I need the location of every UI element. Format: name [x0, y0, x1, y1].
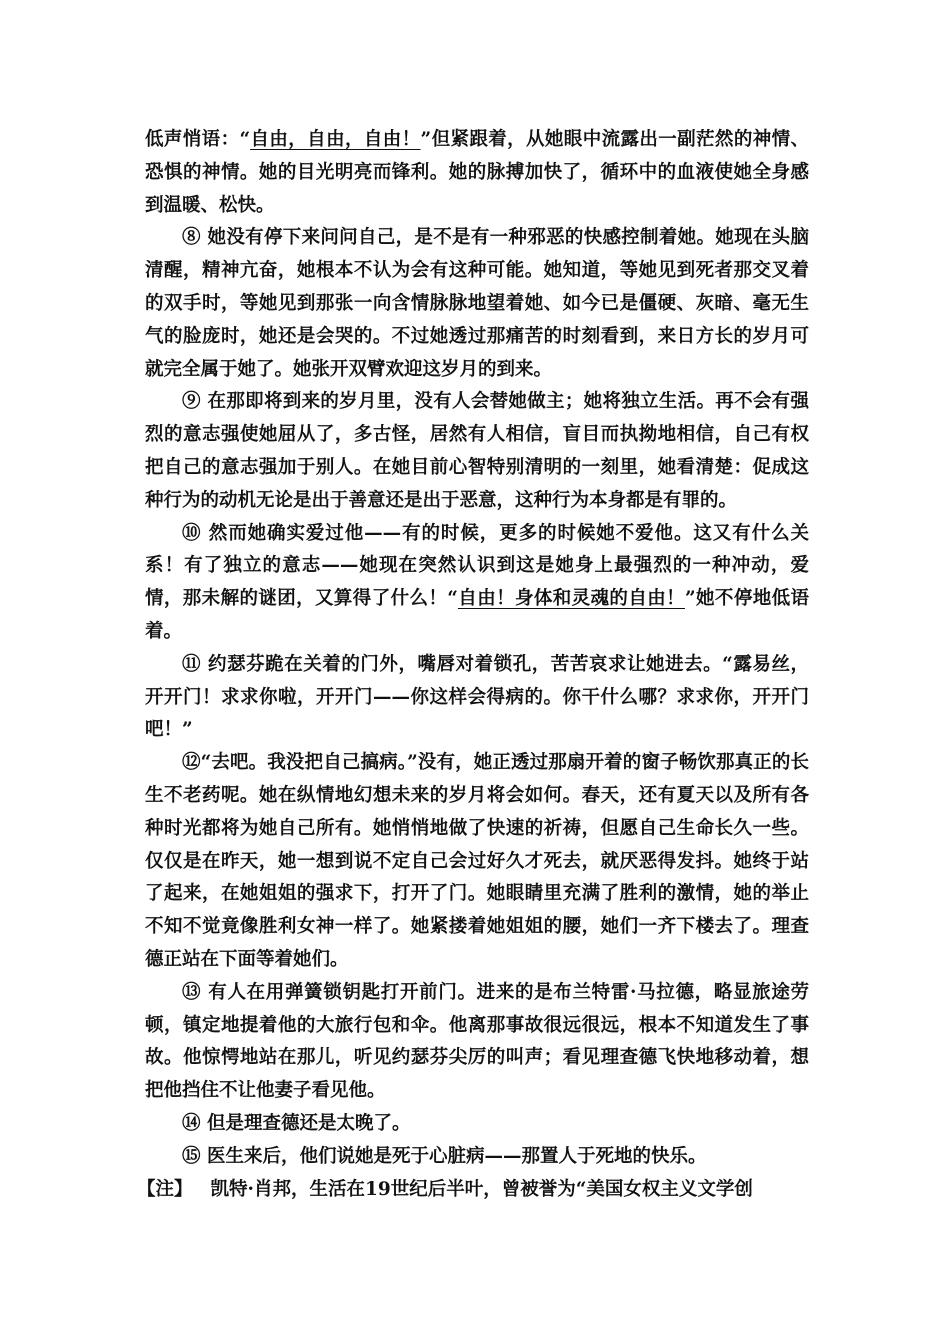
note-text: 凯特·肖邦，生活在19世纪后半叶，曾被誉为“美国女权主义文学创 [210, 1178, 753, 1200]
text-run: ⑪ 约瑟芬跪在关着的门外，嘴唇对着锁孔，苦苦哀求让她进去。“露易丝，开开门！求求你啦，开开门——你这样会得病的。你干什么哪？求求你，开开门吧！” [145, 653, 809, 741]
text-run: ”但紧跟着，从她眼中流露出一副茫然的神情、恐惧的神情。她的目光明亮而锋利。她的脉搏加快了，循环中的血液使她全身感到温暖、松快。 [145, 129, 809, 216]
text-run: ⑬ 有人在用弹簧锁钥匙打开前门。进来的是布兰特雷·马拉德，略显旅途劳顿，镇定地提着他的大旅行包和伞。他离那事故很远很远，根本不知道发生了事故。他惊愕地站在那儿，听见约瑟芬尖厉的叫声；看见理查德飞快地移动着，想把他挡住不让他妻子看见他。 [145, 981, 809, 1102]
document-page [137, 124, 809, 1206]
paragraph-15 [145, 1141, 809, 1174]
note-label: 【注】 [137, 1178, 193, 1200]
paragraph-8 [145, 222, 809, 386]
text-run: ⑨ 在那即将到来的岁月里，没有人会替她做主；她将独立生活。再不会有强烈的意志强使她屈从了，多古怪，居然有人相信，盲目而执拗地相信，自己有权把自己的意志强加于别人。在她目前心智特别清明的一刻里，她看清楚：促成这种行为的动机无论是出于善意还是出于恶意，这种行为本身都是有罪的。 [145, 391, 809, 511]
paragraph-10 [145, 518, 809, 649]
paragraph-13 [145, 977, 809, 1108]
text-run: 低声悄语：“ [145, 129, 251, 150]
paragraph-11 [145, 649, 809, 747]
text-run: ⑮ 医生来后，他们说她是死于心脏病——那置人于死地的快乐。 [182, 1145, 707, 1167]
underlined-quote: 自由！身体和灵魂的自由！ [457, 588, 685, 610]
paragraph-12 [145, 747, 809, 977]
paragraph-7-continuation [145, 124, 809, 222]
footnote [137, 1174, 809, 1207]
paragraph-9 [145, 386, 809, 517]
underlined-quote: 自由，自由，自由！ [250, 129, 421, 150]
text-run: ⑧ 她没有停下来问问自己，是不是有一种邪恶的快感控制着她。她现在头脑清醒，精神亢奋，她根本不认为会有这种可能。她知道，等她见到死者那交叉着的双手时，等她见到那张一向含情脉脉地望着她、如今已是僵硬、灰暗、毫无生气的脸庞时，她还是会哭的。不过她透过那痛苦的时刻看到，来日方长的岁月可就完全属于她了。她张开双臂欢迎这岁月的到来。 [145, 227, 809, 380]
text-run: ”她不停地低语着。 [145, 588, 809, 642]
text-run: ⑫“去吧。我没把自己搞病。”没有，她正透过那扇开着的窗子畅饮那真正的长生不老药呢。她在纵情地幻想未来的岁月将会如何。春天，还有夏天以及所有各种时光都将为她自己所有。她悄悄地做了快速的祈祷，但愿自己生命长久一些。仅仅是在昨天，她一想到说不定自己会过好久才死去，就厌恶得发抖。她终于站了起来，在她姐姐的强求下，打开了门。她眼睛里充满了胜利的激情，她的举止不知不觉竟像胜利女神一样了。她紧搂着她姐姐的腰，她们一齐下楼去了。理查德正站在下面等着她们。 [145, 752, 809, 970]
text-run: ⑩ 然而她确实爱过他——有的时候，更多的时候她不爱他。这又有什么关系！有了独立的意志——她现在突然认识到这是她身上最强烈的一种冲动，爱情，那未解的谜团，又算得了什么！“ [145, 522, 809, 610]
paragraph-14 [145, 1108, 809, 1141]
text-run: ⑭ 但是理查德还是太晚了。 [182, 1112, 411, 1134]
